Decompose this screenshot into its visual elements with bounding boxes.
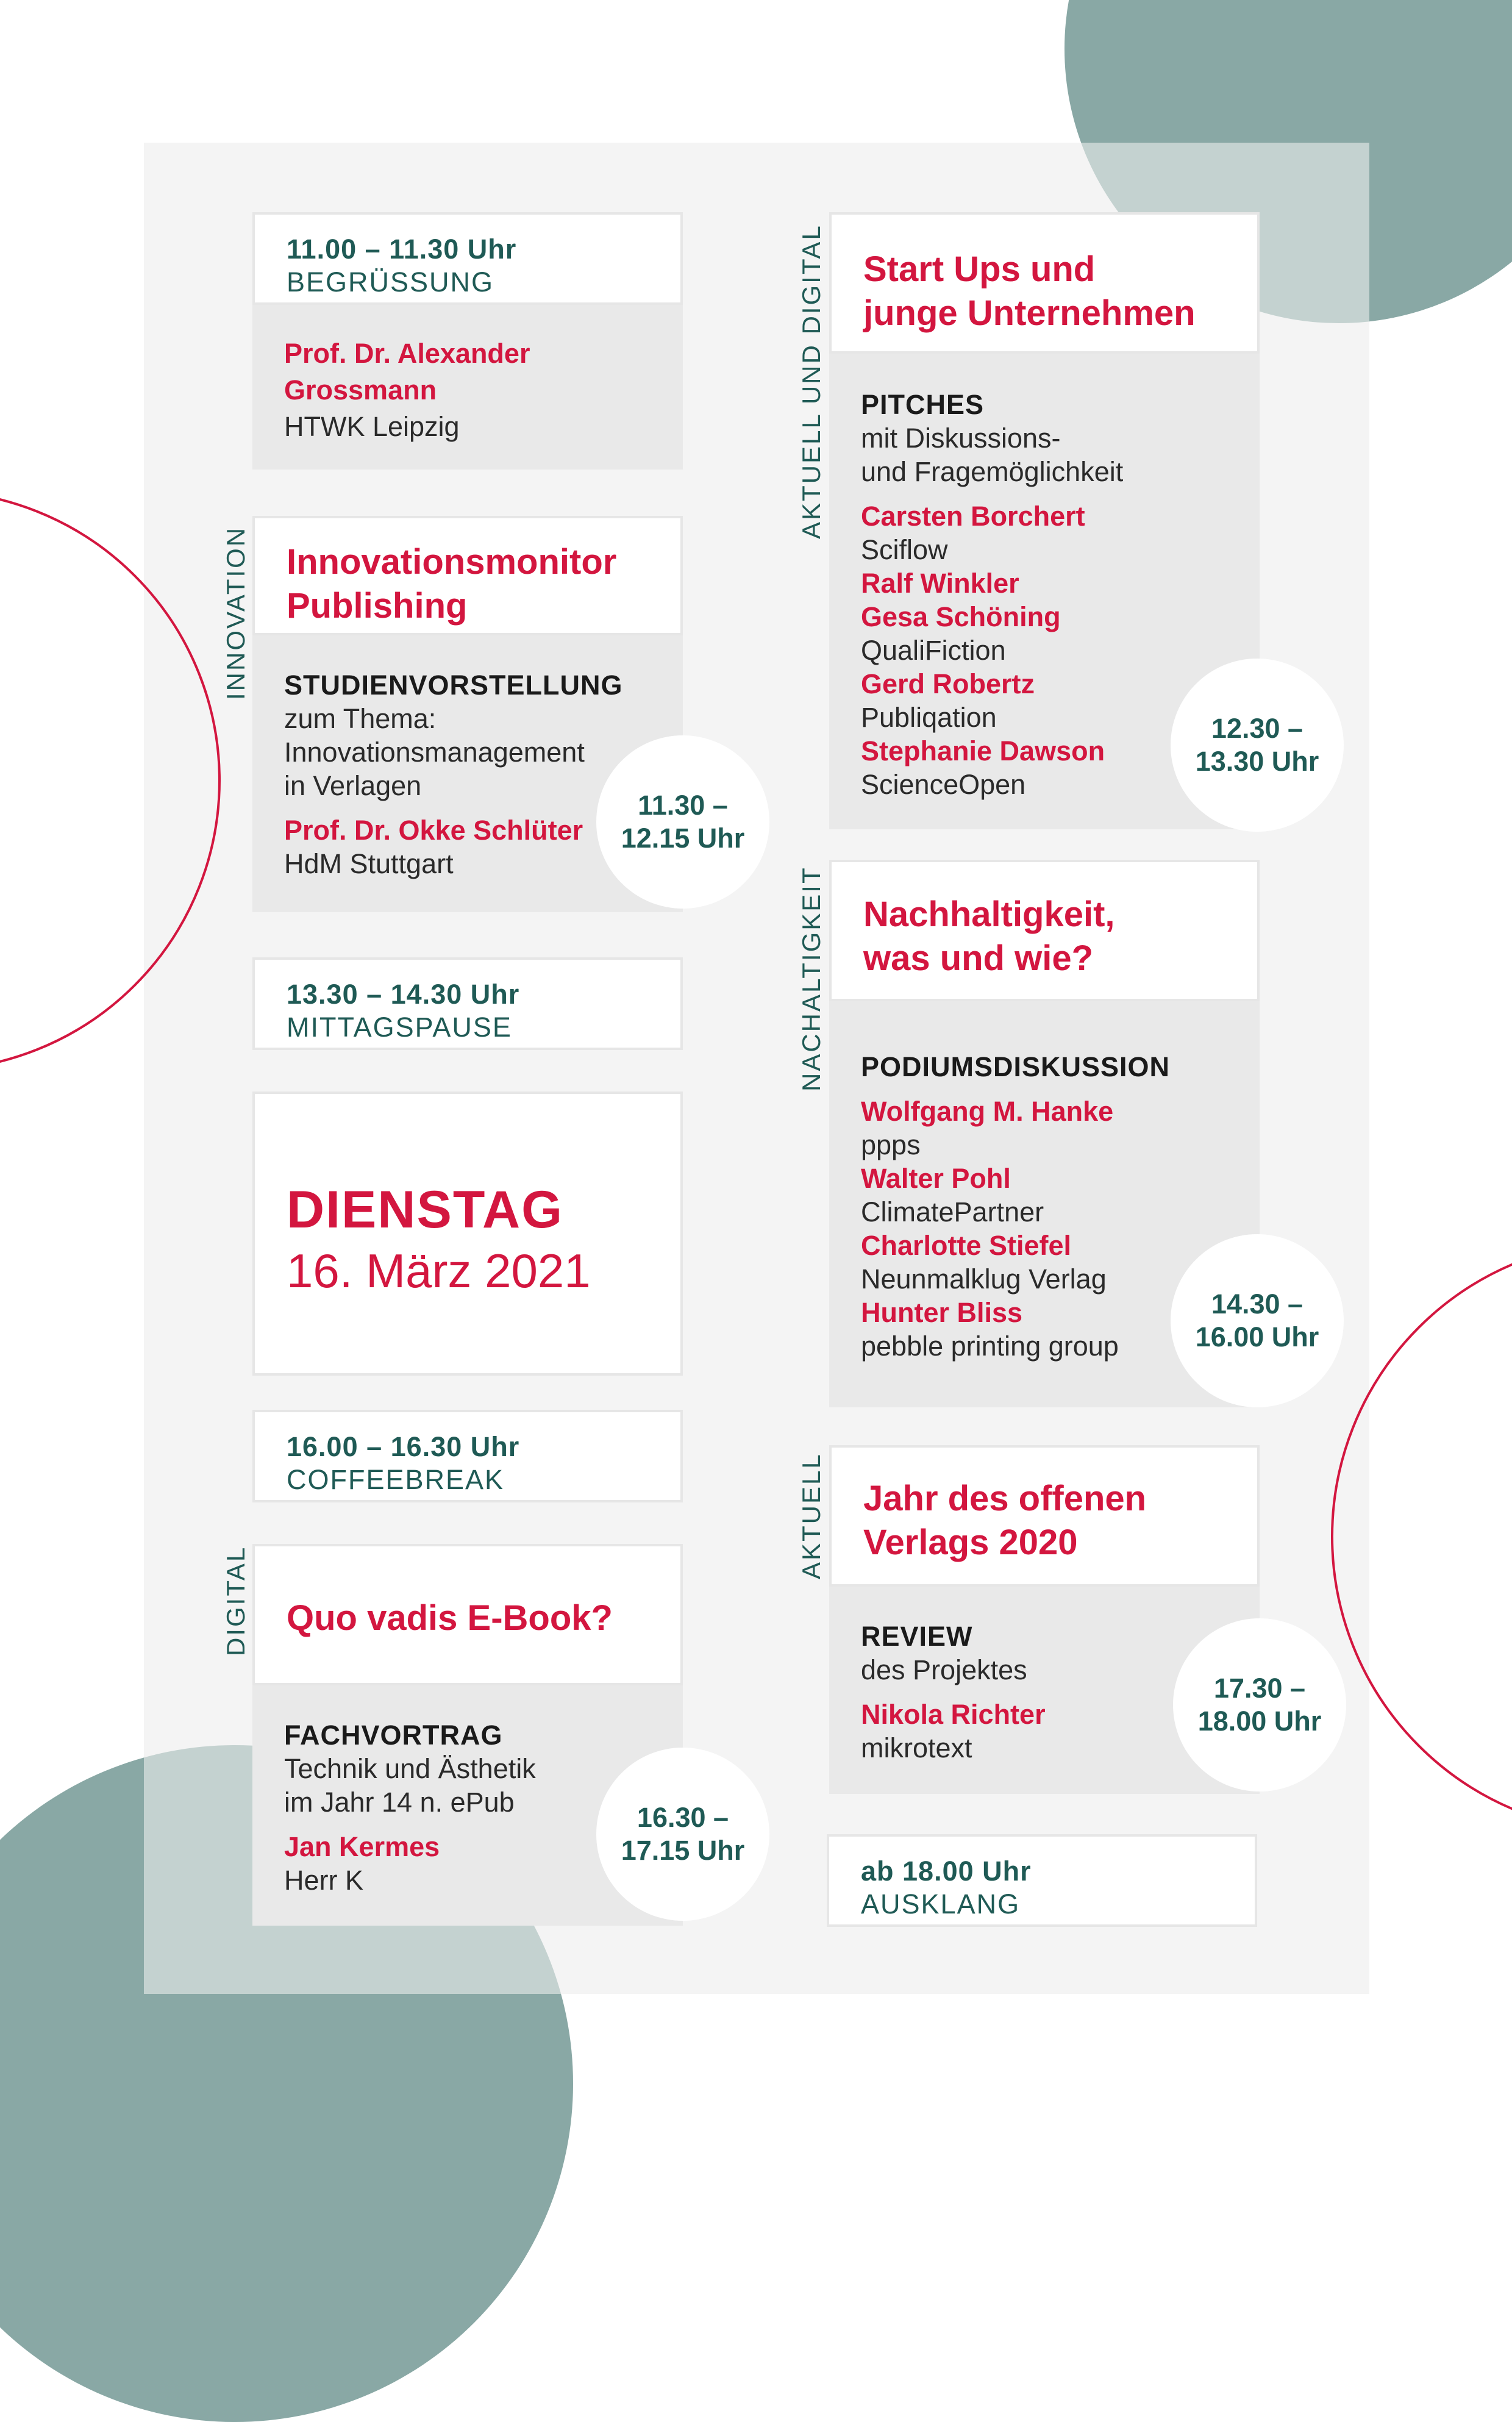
ebook-time-line1: 16.30 – [637, 1802, 729, 1833]
sustainability-person-org: Neunmalklug Verlag [861, 1263, 1107, 1295]
coffee-label: COFFEEBREAK [287, 1464, 505, 1495]
category-label-aktuell: AKTUELL [797, 1452, 826, 1579]
lunch-label: MITTAGSPAUSE [287, 1012, 512, 1043]
startups-format: PITCHES [861, 389, 985, 420]
welcome-time: 11.00 – 11.30 Uhr [287, 234, 517, 265]
startups-time-line1: 12.30 – [1211, 713, 1303, 744]
startups-desc-line1: mit Diskussions- [861, 423, 1061, 454]
day-card-box [252, 1091, 683, 1376]
openpublishing-format: REVIEW [861, 1621, 973, 1652]
welcome-card [252, 212, 683, 470]
closing-label: AUSKLANG [861, 1888, 1021, 1920]
sustainability-person-org: ppps [861, 1129, 921, 1160]
welcome-org: HTWK Leipzig [284, 411, 460, 442]
category-label-aktuell-und-digital: AKTUELL UND DIGITAL [797, 224, 826, 539]
ebook-desc-line2: im Jahr 14 n. ePub [284, 1787, 515, 1818]
innovation-title-line2: Publishing [287, 586, 468, 626]
ebook-speaker: Jan Kermes [284, 1831, 440, 1862]
startups-person-org: ScienceOpen [861, 769, 1026, 800]
ebook-org: Herr K [284, 1865, 364, 1896]
welcome-label: BEGRÜSSUNG [287, 266, 494, 298]
closing-card [827, 1834, 1257, 1927]
startups-person-org: QualiFiction [861, 635, 1006, 666]
coffee-time: 16.00 – 16.30 Uhr [287, 1431, 520, 1462]
startups-person-org: Sciflow [861, 534, 948, 565]
startups-time-line2: 13.30 Uhr [1195, 746, 1319, 777]
closing-time: ab 18.00 Uhr [861, 1856, 1032, 1887]
welcome-speaker-line2: Grossmann [284, 374, 437, 405]
sustainability-time-line1: 14.30 – [1211, 1288, 1303, 1320]
category-label-digital: DIGITAL [221, 1545, 250, 1656]
startups-desc-line2: und Fragemöglichkeit [861, 456, 1124, 487]
innovation-desc-line3: in Verlagen [284, 770, 422, 801]
startups-person-name: Ralf Winkler [861, 568, 1019, 599]
openpublishing-header [829, 1445, 1260, 1587]
innovation-title-line1: Innovationsmonitor [287, 542, 617, 582]
startups-title-line2: junge Unternehmen [863, 293, 1196, 333]
event-date: 16. März 2021 [287, 1244, 591, 1298]
innovation-format: STUDIENVORSTELLUNG [284, 670, 623, 701]
startups-person-name: Gesa Schöning [861, 601, 1061, 632]
lunch-header [252, 957, 683, 1050]
startups-person-name: Gerd Robertz [861, 668, 1035, 699]
innovation-speaker: Prof. Dr. Okke Schlüter [284, 815, 583, 846]
sustainability-time-badge [1171, 1234, 1344, 1407]
ebook-time-line2: 17.15 Uhr [621, 1835, 745, 1866]
ebook-desc-line1: Technik und Ästhetik [284, 1753, 536, 1784]
startups-title-line1: Start Ups und [863, 249, 1096, 289]
coffee-card [252, 1410, 683, 1502]
openpublishing-time-badge [1173, 1618, 1346, 1791]
category-label-innovation: INNOVATION [221, 526, 250, 700]
innovation-desc-line2: Innovationsmanagement [284, 737, 585, 768]
startups-person-org: Publiqation [861, 702, 997, 733]
innovation-time-line2: 12.15 Uhr [621, 823, 745, 854]
day-card [252, 1091, 683, 1376]
openpublishing-org: mikrotext [861, 1732, 972, 1763]
sustainability-person-name: Walter Pohl [861, 1163, 1011, 1194]
sustainability-person-name: Wolfgang M. Hanke [861, 1096, 1114, 1127]
sustainability-format: PODIUMSDISKUSSION [861, 1051, 1171, 1082]
openpublishing-speaker: Nikola Richter [861, 1699, 1046, 1730]
welcome-header [252, 212, 683, 305]
innovation-time-line1: 11.30 – [638, 790, 728, 821]
openpublishing-time-line1: 17.30 – [1213, 1673, 1306, 1704]
startups-person-name: Stephanie Dawson [861, 735, 1105, 766]
startups-person-name: Carsten Borchert [861, 501, 1085, 532]
innovation-org: HdM Stuttgart [284, 848, 454, 879]
welcome-speaker-line1: Prof. Dr. Alexander [284, 338, 530, 369]
innovation-header [252, 516, 683, 635]
lunch-time: 13.30 – 14.30 Uhr [287, 979, 520, 1010]
startups-time-badge [1171, 659, 1344, 832]
ebook-time-badge [596, 1748, 769, 1921]
sustainability-person-name: Hunter Bliss [861, 1297, 1023, 1328]
openpublishing-time-line2: 18.00 Uhr [1197, 1706, 1322, 1737]
ebook-format: FACHVORTRAG [284, 1720, 503, 1751]
closing-header [827, 1834, 1257, 1927]
lunch-card [252, 957, 683, 1050]
sustainability-person-name: Charlotte Stiefel [861, 1230, 1072, 1261]
ebook-header [252, 1544, 683, 1685]
sustainability-person-org: ClimatePartner [861, 1196, 1044, 1227]
sustainability-title-line2: was und wie? [863, 938, 1094, 978]
sustainability-person-org: pebble printing group [861, 1331, 1119, 1362]
weekday: DIENSTAG [287, 1181, 563, 1239]
innovation-desc-line1: zum Thema: [284, 703, 437, 734]
openpublishing-desc-line1: des Projektes [861, 1654, 1027, 1685]
sustainability-title-line1: Nachhaltigkeit, [863, 895, 1115, 934]
sustainability-header [829, 860, 1260, 1001]
sustainability-time-line2: 16.00 Uhr [1195, 1321, 1319, 1352]
ebook-title: Quo vadis E-Book? [287, 1598, 613, 1638]
category-label-nachaltigkeit: NACHALTIGKEIT [797, 866, 826, 1091]
openpublishing-title-line1: Jahr des offenen [863, 1479, 1147, 1518]
openpublishing-title-line2: Verlags 2020 [863, 1523, 1078, 1562]
innovation-time-badge [596, 735, 769, 909]
startups-header [829, 212, 1260, 354]
welcome-body [252, 305, 683, 470]
coffee-header [252, 1410, 683, 1502]
